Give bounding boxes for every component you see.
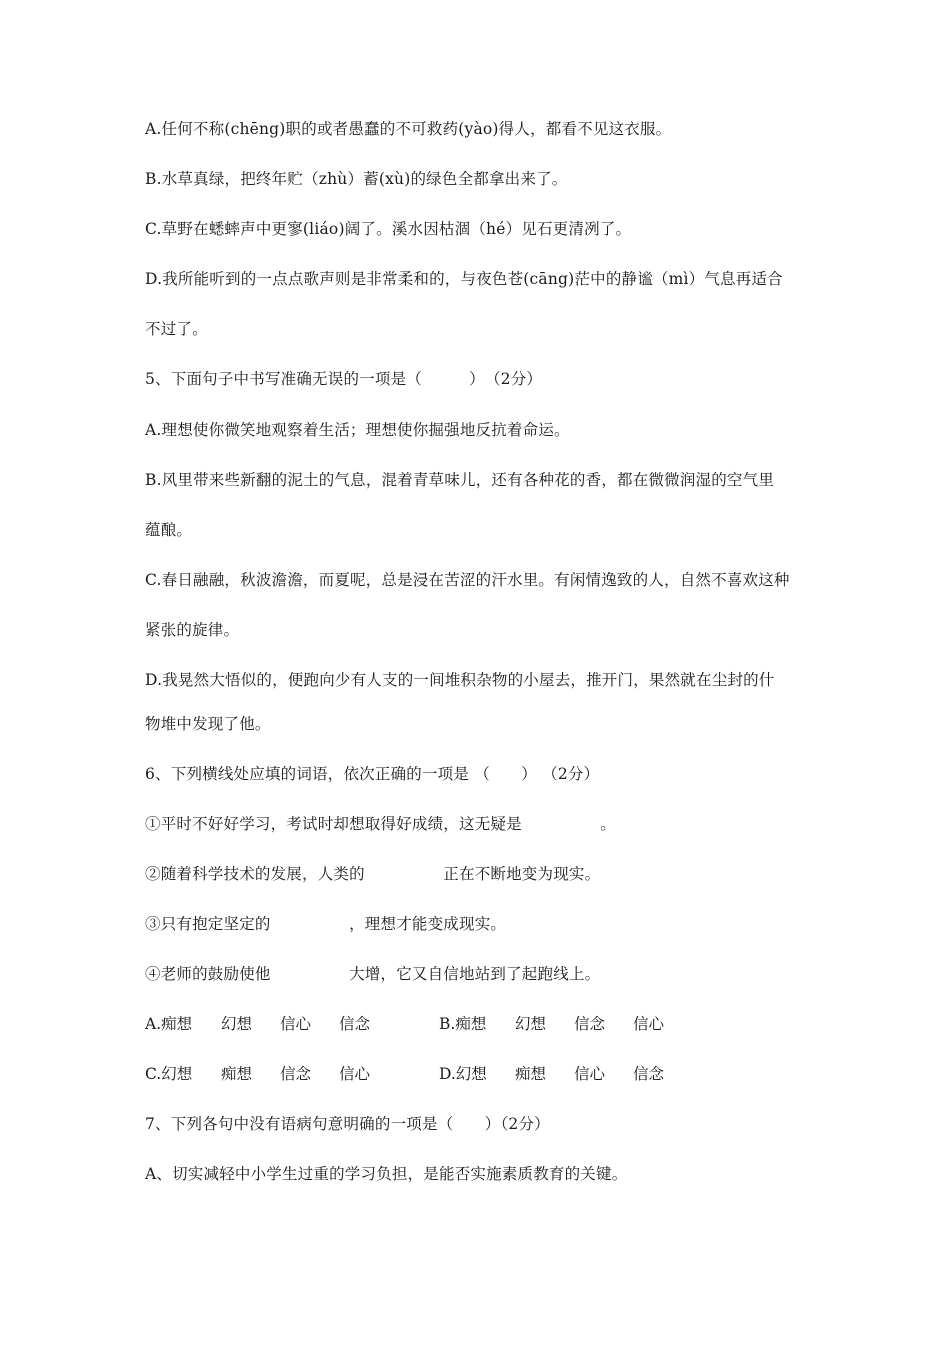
q6-choice-a-word3: 信心 bbox=[280, 1015, 312, 1033]
q6-stem: 6、下列横线处应填的词语，依次正确的一项是 （ ） （2分） bbox=[145, 765, 600, 783]
q5-option-b-cont: 蕴酿。 bbox=[145, 521, 193, 539]
q6-sentence-3: ③只有抱定坚定的 ，理想才能变成现实。 bbox=[145, 915, 507, 933]
q6-choice-a-label: A.痴想 bbox=[145, 1015, 193, 1033]
q5-option-d: D.我晃然大悟似的，便跑向少有人支的一间堆积杂物的小屋去，推开门，果然就在尘封的什 bbox=[145, 671, 775, 689]
q4-option-d: D.我所能听到的一点点歌声则是非常柔和的，与夜色苍(cāng)茫中的静谧（mì）气息再适合 bbox=[145, 270, 783, 288]
q4-option-b: B.水草真绿，把终年贮（zhù）蓄(xù)的绿色全都拿出来了。 bbox=[145, 170, 568, 188]
q5-option-d-cont: 物堆中发现了他。 bbox=[145, 715, 271, 733]
q6-choice-a-word2: 幻想 bbox=[221, 1015, 253, 1033]
q6-choice-b-word4: 信心 bbox=[633, 1015, 665, 1033]
q6-choice-d-label: D.幻想 bbox=[439, 1065, 487, 1083]
q6-choice-b-word3: 信念 bbox=[574, 1015, 606, 1033]
q4-option-a: A.任何不称(chēng)职的或者愚蠢的不可救药(yào)得人，都看不见这衣服。 bbox=[145, 120, 672, 138]
q6-choice-b-word2: 幻想 bbox=[515, 1015, 547, 1033]
q6-sentence-1: ①平时不好好学习，考试时却想取得好成绩，这无疑是 。 bbox=[145, 815, 617, 833]
q6-sentence-2: ②随着科学技术的发展，人类的 正在不断地变为现实。 bbox=[145, 865, 601, 883]
q6-choice-c-word3: 信念 bbox=[280, 1065, 312, 1083]
q6-choice-c-word4: 信心 bbox=[339, 1065, 371, 1083]
q6-choice-d-word4: 信念 bbox=[633, 1065, 665, 1083]
q6-sentence-4: ④老师的鼓励使他 大增，它又自信地站到了起跑线上。 bbox=[145, 965, 601, 983]
q5-option-c-cont: 紧张的旋律。 bbox=[145, 621, 240, 639]
q4-option-d-cont: 不过了。 bbox=[145, 320, 208, 338]
q5-option-c: C.春日融融，秋波澹澹，而夏呢，总是浸在苦涩的汗水里。有闲情逸致的人，自然不喜欢这种 bbox=[145, 571, 790, 589]
q6-choice-d-word3: 信心 bbox=[574, 1065, 606, 1083]
q6-choice-c-word2: 痴想 bbox=[221, 1065, 253, 1083]
q5-option-a: A.理想使你微笑地观察着生活；理想使你掘强地反抗着命运。 bbox=[145, 421, 570, 439]
q6-choice-c-label: C.幻想 bbox=[145, 1065, 193, 1083]
q6-choice-b-label: B.痴想 bbox=[439, 1015, 487, 1033]
q7-stem: 7、下列各句中没有语病句意明确的一项是（ ）（2分） bbox=[145, 1115, 550, 1133]
q7-option-a: A、切实减轻中小学生过重的学习负担，是能否实施素质教育的关键。 bbox=[145, 1165, 628, 1183]
q6-choice-a-word4: 信念 bbox=[339, 1015, 371, 1033]
q6-choice-d-word2: 痴想 bbox=[515, 1065, 547, 1083]
q4-option-c: C.草野在蟋蟀声中更寥(liáo)阔了。溪水因枯涸（hé）见石更清冽了。 bbox=[145, 220, 632, 238]
q5-option-b: B.风里带来些新翻的泥土的气息，混着青草味儿，还有各种花的香，都在微微润湿的空气里 bbox=[145, 471, 775, 489]
q5-stem: 5、下面句子中书写准确无误的一项是（ ） （2分） bbox=[145, 370, 543, 388]
